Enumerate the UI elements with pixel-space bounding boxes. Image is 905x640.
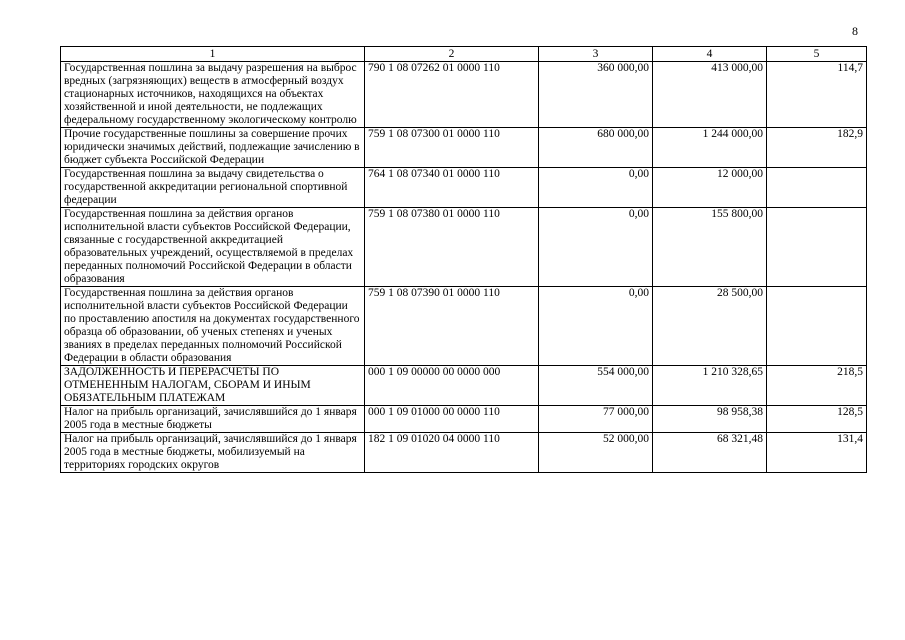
row-plan: 360 000,00 [539, 62, 653, 128]
row-code: 759 1 08 07300 01 0000 110 [365, 128, 539, 168]
row-percent: 218,5 [767, 366, 867, 406]
row-percent [767, 168, 867, 208]
row-code: 764 1 08 07340 01 0000 110 [365, 168, 539, 208]
table-row [61, 62, 867, 128]
revenue-table [60, 46, 867, 473]
row-code: 790 1 08 07262 01 0000 110 [365, 62, 539, 128]
table-row [61, 366, 867, 406]
row-name: ЗАДОЛЖЕННОСТЬ И ПЕРЕРАСЧЕТЫ ПО ОТМЕНЕННЫМ НАЛОГАМ, СБОРАМ И ИНЫМ ОБЯЗАТЕЛЬНЫМ ПЛАТЕЖАМ [61, 366, 365, 406]
row-percent: 114,7 [767, 62, 867, 128]
row-actual: 12 000,00 [653, 168, 767, 208]
row-plan: 0,00 [539, 287, 653, 366]
row-code: 000 1 09 00000 00 0000 000 [365, 366, 539, 406]
row-actual: 155 800,00 [653, 208, 767, 287]
row-actual: 1 210 328,65 [653, 366, 767, 406]
row-plan: 77 000,00 [539, 406, 653, 433]
row-plan: 52 000,00 [539, 433, 653, 473]
column-header: 5 [767, 47, 867, 62]
row-code: 759 1 08 07390 01 0000 110 [365, 287, 539, 366]
table-row [61, 208, 867, 287]
table-row [61, 406, 867, 433]
row-code: 000 1 09 01000 00 0000 110 [365, 406, 539, 433]
row-actual: 28 500,00 [653, 287, 767, 366]
row-actual: 98 958,38 [653, 406, 767, 433]
row-actual: 1 244 000,00 [653, 128, 767, 168]
table-row [61, 433, 867, 473]
page-number: 8 [852, 24, 858, 38]
header-row [61, 47, 867, 62]
row-plan: 0,00 [539, 208, 653, 287]
table-row [61, 168, 867, 208]
row-percent: 131,4 [767, 433, 867, 473]
row-name: Государственная пошлина за действия органов исполнительной власти субъектов Российской Федерации, связанные с государственной аккредитацией образовательных учреждений, осуществляемой в пределах переданных полномочий Российской Федерации в области образования [61, 208, 365, 287]
table-row [61, 287, 867, 366]
row-actual: 68 321,48 [653, 433, 767, 473]
column-header: 2 [365, 47, 539, 62]
row-code: 182 1 09 01020 04 0000 110 [365, 433, 539, 473]
row-code: 759 1 08 07380 01 0000 110 [365, 208, 539, 287]
row-name: Прочие государственные пошлины за совершение прочих юридически значимых действий, подлежащие зачислению в бюджет субъекта Российской Федерации [61, 128, 365, 168]
row-plan: 0,00 [539, 168, 653, 208]
row-percent [767, 287, 867, 366]
row-name: Налог на прибыль организаций, зачислявшийся до 1 января 2005 года в местные бюджеты [61, 406, 365, 433]
row-percent: 182,9 [767, 128, 867, 168]
column-header: 3 [539, 47, 653, 62]
row-name: Государственная пошлина за выдачу свидетельства о государственной аккредитации региональной спортивной федерации [61, 168, 365, 208]
row-percent: 128,5 [767, 406, 867, 433]
table-row [61, 128, 867, 168]
column-header: 4 [653, 47, 767, 62]
row-plan: 680 000,00 [539, 128, 653, 168]
row-name: Государственная пошлина за действия органов исполнительной власти субъектов Российской Федерации по проставлению апостиля на документах государственного образца об образовании, об ученых степенях и ученых званиях в пределах переданных полномочий Российской Федерации в области образования [61, 287, 365, 366]
row-name: Налог на прибыль организаций, зачислявшийся до 1 января 2005 года в местные бюджеты, мобилизуемый на территориях городских округов [61, 433, 365, 473]
row-percent [767, 208, 867, 287]
row-actual: 413 000,00 [653, 62, 767, 128]
column-header: 1 [61, 47, 365, 62]
row-plan: 554 000,00 [539, 366, 653, 406]
row-name: Государственная пошлина за выдачу разрешения на выброс вредных (загрязняющих) веществ в атмосферный воздух стационарных источников, находящихся на объектах хозяйственной и иной деятельности, не подлежащих федеральному государственному экологическому контролю [61, 62, 365, 128]
